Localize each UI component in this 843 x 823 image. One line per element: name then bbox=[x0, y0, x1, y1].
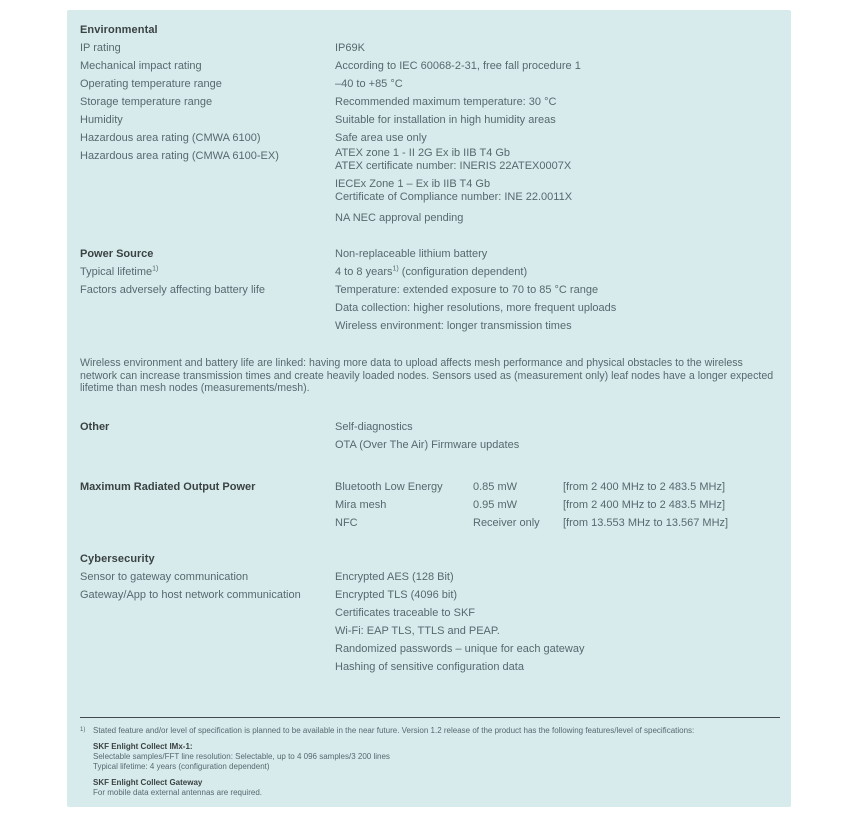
section-other bbox=[80, 418, 777, 454]
section-title-other: Other bbox=[80, 420, 110, 433]
spec-value: Wi-Fi: EAP TLS, TTLS and PEAP. bbox=[335, 624, 500, 637]
spec-row-hazardous-ex bbox=[80, 147, 777, 227]
footnote-divider bbox=[80, 717, 780, 718]
spec-value: Encrypted AES (128 Bit) bbox=[335, 570, 454, 583]
footnote-imx-title: SKF Enlight Collect IMx-1: bbox=[93, 741, 193, 751]
spec-row bbox=[80, 568, 777, 586]
lifetime-value-suffix: (configuration dependent) bbox=[398, 266, 528, 278]
footnote-section bbox=[80, 717, 777, 798]
spec-row bbox=[80, 281, 777, 299]
footnote-imx-line: Selectable samples/FFT line resolution: Selectable, up to 4 096 samples/3 200 lines bbox=[93, 751, 390, 761]
spec-value: Data collection: higher resolutions, more frequent uploads bbox=[335, 302, 617, 314]
radio-name: NFC bbox=[335, 516, 358, 529]
atex-cert-line: ATEX certificate number: INERIS 22ATEX0007X bbox=[335, 160, 572, 172]
spec-row bbox=[80, 111, 777, 129]
spec-value: Temperature: extended exposure to 70 to 85 °C range bbox=[335, 284, 599, 296]
radiated-row bbox=[80, 514, 777, 532]
spec-value: Non-replaceable lithium battery bbox=[335, 248, 488, 260]
spec-row bbox=[80, 317, 777, 335]
spec-row bbox=[80, 263, 777, 281]
spec-row bbox=[80, 39, 777, 57]
footnote-detail-rows bbox=[80, 736, 777, 798]
spec-value: Randomized passwords – unique for each gateway bbox=[335, 642, 585, 655]
spec-value: Safe area use only bbox=[335, 132, 427, 144]
spec-label: Humidity bbox=[80, 114, 123, 126]
spec-label: Storage temperature range bbox=[80, 96, 213, 108]
spec-value: Wireless environment: longer transmission times bbox=[335, 320, 572, 332]
spec-label bbox=[80, 263, 335, 281]
radio-power: Receiver only bbox=[473, 516, 540, 529]
atex-zone-line: ATEX zone 1 - II 2G Ex ib IIB T4 Gb bbox=[335, 147, 511, 159]
radio-range: [from 2 400 MHz to 2 483.5 MHz] bbox=[563, 498, 726, 511]
spec-row bbox=[80, 75, 777, 93]
spec-row bbox=[80, 245, 777, 263]
radiated-row bbox=[80, 496, 777, 514]
battery-note-paragraph: Wireless environment and battery life are linked: having more data to upload affects mesh performance and physical obstacles to the wireless network can increase transmission times and create heavily loaded nodes. Sensors used as (measurement only) leaf nodes have a longer expected lifetime than mesh nodes (measurements/mesh). bbox=[80, 357, 774, 394]
footnote-ref-sup: 1) bbox=[152, 265, 159, 273]
footnote-marker-spacer bbox=[80, 736, 93, 798]
spec-value-group bbox=[335, 147, 572, 227]
spec-label: Factors adversely affecting battery life bbox=[80, 284, 266, 296]
spec-value: According to IEC 60068-2-31, free fall procedure 1 bbox=[335, 60, 581, 72]
radio-name: Mira mesh bbox=[335, 498, 387, 511]
spec-label: Mechanical impact rating bbox=[80, 60, 202, 72]
footnote-note-row bbox=[80, 726, 777, 736]
spec-value bbox=[335, 263, 527, 281]
nec-approval-line: NA NEC approval pending bbox=[335, 212, 464, 224]
spec-value: IP69K bbox=[335, 42, 365, 54]
lifetime-value-text: 4 to 8 years bbox=[335, 266, 393, 278]
radio-range: [from 13.553 MHz to 13.567 MHz] bbox=[563, 516, 729, 529]
spec-value: –40 to +85 °C bbox=[335, 78, 403, 90]
spec-label: IP rating bbox=[80, 42, 121, 54]
spec-row bbox=[80, 586, 777, 604]
lifetime-label-text: Typical lifetime bbox=[80, 266, 153, 278]
footnote-note-text: Stated feature and/or level of specification is planned to be available in the near future. Version 1.2 release of the product has the following features/level of specifications: bbox=[93, 725, 695, 735]
spec-value: Suitable for installation in high humidity areas bbox=[335, 114, 556, 126]
spec-label: Hazardous area rating (CMWA 6100-EX) bbox=[80, 150, 279, 162]
iecex-cert-line: Certificate of Compliance number: INE 22.0011X bbox=[335, 191, 573, 203]
spec-row bbox=[80, 57, 777, 75]
spec-row bbox=[80, 622, 777, 640]
section-title-radiated-power: Maximum Radiated Output Power bbox=[80, 480, 256, 493]
spec-row bbox=[80, 418, 777, 436]
iecex-zone-line: IECEx Zone 1 – Ex ib IIB T4 Gb bbox=[335, 178, 491, 190]
section-title-power-source: Power Source bbox=[80, 248, 154, 260]
spec-label: Sensor to gateway communication bbox=[80, 570, 249, 583]
radiated-row bbox=[80, 478, 777, 496]
spec-label: Operating temperature range bbox=[80, 78, 222, 90]
spec-row bbox=[80, 436, 777, 454]
spec-row bbox=[80, 129, 777, 147]
section-radiated-power bbox=[80, 478, 777, 532]
spec-sheet-card bbox=[67, 10, 791, 807]
spec-row bbox=[80, 658, 777, 676]
footnote-ref-sup: 1) bbox=[392, 265, 399, 273]
spec-value: Self-diagnostics bbox=[335, 420, 413, 433]
section-title-environmental: Environmental bbox=[80, 24, 158, 36]
radio-power: 0.95 mW bbox=[473, 498, 518, 511]
spec-value: OTA (Over The Air) Firmware updates bbox=[335, 438, 520, 451]
section-title-cybersecurity: Cybersecurity bbox=[80, 552, 155, 565]
spec-value: Hashing of sensitive configuration data bbox=[335, 660, 524, 673]
spec-label: Gateway/App to host network communication bbox=[80, 588, 301, 601]
spec-row bbox=[80, 640, 777, 658]
spec-row bbox=[80, 93, 777, 111]
atex-certification bbox=[335, 147, 572, 173]
footnote-imx-group bbox=[93, 742, 777, 772]
spec-label: Hazardous area rating (CMWA 6100) bbox=[80, 132, 261, 144]
spec-value: Recommended maximum temperature: 30 °C bbox=[335, 96, 557, 108]
section-environmental bbox=[80, 21, 777, 227]
spec-row bbox=[80, 604, 777, 622]
spec-row bbox=[80, 299, 777, 317]
section-power-source bbox=[80, 245, 777, 335]
radio-power: 0.85 mW bbox=[473, 480, 518, 493]
footnote-gateway-group bbox=[93, 778, 777, 798]
spec-value: Encrypted TLS (4096 bit) bbox=[335, 588, 458, 601]
iecex-certification bbox=[335, 178, 572, 204]
radio-name: Bluetooth Low Energy bbox=[335, 480, 443, 493]
spec-value: Certificates traceable to SKF bbox=[335, 606, 476, 619]
footnote-gateway-title: SKF Enlight Collect Gateway bbox=[93, 777, 203, 787]
footnote-imx-line: Typical lifetime: 4 years (configuration dependent) bbox=[93, 761, 270, 771]
section-cybersecurity bbox=[80, 550, 777, 676]
footnote-marker: 1) bbox=[80, 726, 86, 733]
radio-range: [from 2 400 MHz to 2 483.5 MHz] bbox=[563, 480, 726, 493]
footnote-gateway-line: For mobile data external antennas are required. bbox=[93, 787, 262, 797]
